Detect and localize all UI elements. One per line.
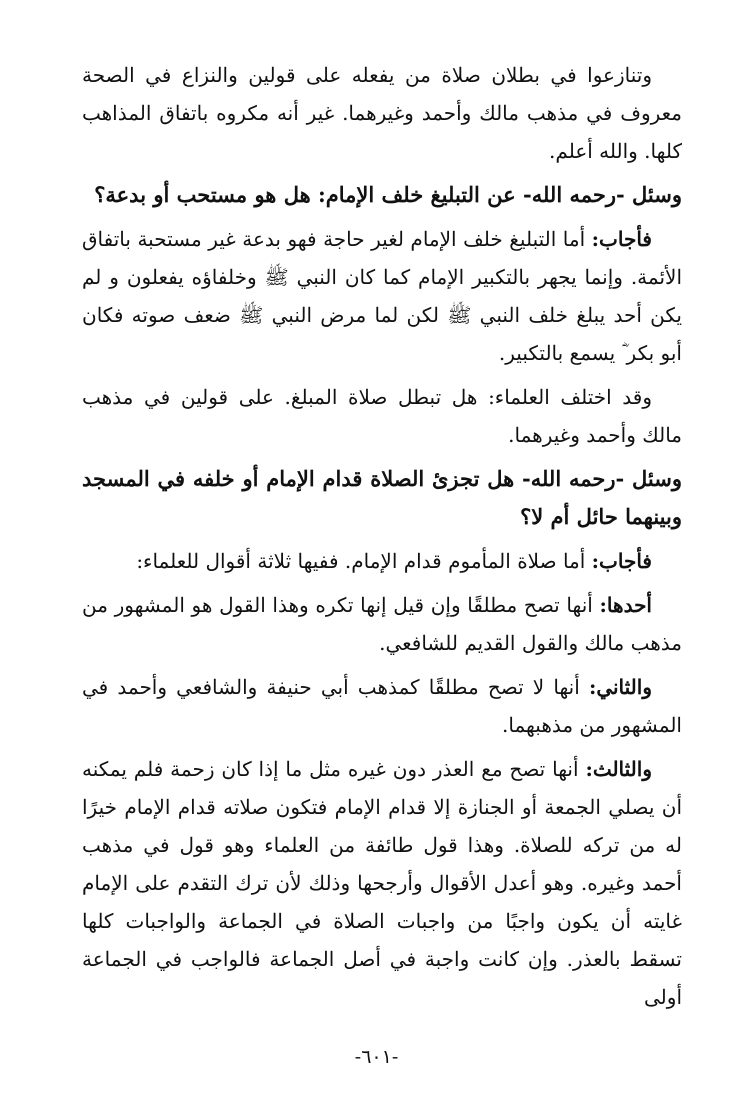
answer-text: أما صلاة المأموم قدام الإمام. ففيها ثلاثة أقوال للعلماء: [136,549,592,573]
opinion-third [82,750,682,1016]
question-heading-prayer-position [82,460,682,536]
page-body [82,56,682,1022]
answer-paragraph-three-opinions [82,542,682,580]
paragraph-text: وتنازعوا في بطلان صلاة من يفعله على قولين والنزاع في الصحة معروف في مذهب مالك وأحمد وغيرهما. غير أنه مكروه باتفاق المذاهب كلها. والله أعلم. [82,63,682,163]
paragraph-scholars-disagreement [82,378,682,454]
paragraph-closing-ruling [82,56,682,170]
opinion-lead: أحدها: [599,593,652,617]
opinion-text: أنها تصح مطلقًا وإن قيل إنها تكره وهذا القول هو المشهور من مذهب مالك والقول القديم للشافعي. [82,593,682,655]
opinion-first [82,586,682,662]
answer-paragraph-tabligh [82,220,682,372]
opinion-lead: والثالث: [585,757,652,781]
opinion-second [82,668,682,744]
answer-lead: فأجاب: [591,227,652,251]
question-text: وسئل -رحمه الله- هل تجزئ الصلاة قدام الإمام أو خلفه في المسجد وبينهما حائل أم لا؟ [82,466,682,529]
page-number: -٦٠١- [354,1046,399,1068]
answer-text: أما التبليغ خلف الإمام لغير حاجة فهو بدعة غير مستحبة باتفاق الأئمة. وإنما يجهر بالتكبير الإمام كما كان النبي ﷺ وخلفاؤه يفعلون و لم يكن أحد يبلغ خلف النبي ﷺ لكن لما مرض النبي ﷺ ضعف صوته فكان أبو بكر ؓ يسمع بالتكبير. [82,227,682,365]
question-heading-tabligh [82,176,682,214]
answer-lead: فأجاب: [591,549,652,573]
opinion-text: أنها تصح مع العذر دون غيره مثل ما إذا كان زحمة فلم يمكنه أن يصلي الجمعة أو الجنازة إلا قدام الإمام فتكون صلاته قدام الإمام خيرًا له من تركه للصلاة. وهذا قول طائفة من العلماء وهو قول في مذهب أحمد وغيره. وهو أعدل الأقوال وأرجحها وذلك لأن ترك التقدم على الإمام غايته أن يكون واجبًا من واجبات الصلاة في الجماعة والواجبات كلها تسقط بالعذر. وإن كانت واجبة في أصل الجماعة فالواجب في الجماعة أولى [82,757,682,1009]
question-text: وسئل -رحمه الله- عن التبليغ خلف الإمام: هل هو مستحب أو بدعة؟ [94,182,682,207]
opinion-text: أنها لا تصح مطلقًا كمذهب أبي حنيفة والشافعي وأحمد في المشهور من مذهبهما. [82,675,682,737]
opinion-lead: والثاني: [588,675,652,699]
paragraph-text: وقد اختلف العلماء: هل تبطل صلاة المبلغ. على قولين في مذهب مالك وأحمد وغيرهما. [82,385,682,447]
